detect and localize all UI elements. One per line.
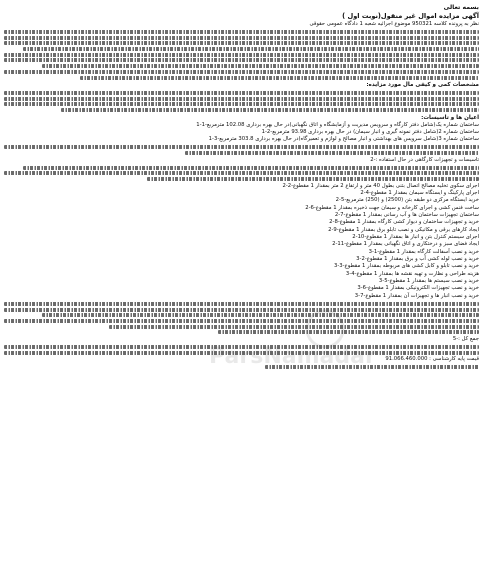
- redacted-text-line: [4, 171, 479, 175]
- list-item: اجرای سیستم کنترل بتن و انبار ها بمقدار 1 مقطوع-10-2: [352, 234, 479, 241]
- redacted-text-line: [4, 97, 479, 101]
- list-item: جمع کل :-5: [452, 335, 479, 342]
- redacted-text-line: [4, 30, 479, 34]
- list-item: اجرای پارکینگ و ایستگاه سیمان بمقدار 1 مقطوع-4-2: [360, 190, 479, 196]
- installations-paragraph: [4, 166, 479, 181]
- list-item: خرید و تجهیزات ساختمان و دیوار کشی کارگاه بمقدار 1 مقطوع-8-2: [329, 219, 479, 226]
- list-item: ساخت فنس کشی و اجرای کارخانه و سیمان جهت ذخیره بمقدار 1 مقطوع-6-2: [305, 204, 479, 211]
- redacted-text-line: [147, 177, 480, 181]
- wall-paragraph: [4, 145, 479, 155]
- redacted-text-line: [109, 325, 480, 329]
- list-item: ایجاد فضای سبز و درختکاری و اتاق نگهبانی بمقدار 1 مقطوع-11-2: [332, 241, 479, 248]
- redacted-text-line: [4, 53, 479, 57]
- redacted-text-line: [4, 351, 479, 355]
- redacted-text-line: [4, 41, 479, 45]
- list-item: ایجاد کارهای برقی و مکانیکی و نصب تابلو برق بمقدار 1 مقطوع-9-2: [328, 226, 479, 233]
- list-item: ساختمان شماره یک(شامل دفتر کارگاه و سرویس مدیریت و آزمایشگاه و اتاق نگهبانی)در حال بهره برداری 102.08 مترمربع-1-1: [196, 121, 479, 128]
- redacted-text-line: [4, 308, 479, 312]
- item-list: [4, 157, 479, 164]
- list-item: خرید و نصب انبار ها و تجهیزات آن بمقدار 1 مقطوع-7-3: [354, 292, 479, 299]
- item-list: [4, 336, 479, 343]
- intro-paragraph: [4, 21, 479, 80]
- redacted-text-line: [185, 151, 480, 155]
- list-item: خرید و نصب لوله کشی آب و برق بمقدار 1 مقطوع-2-3: [356, 256, 479, 263]
- list-item: خرید و نصب آسفالت کارگاه بمقدار 1 مقطوع-1-3: [368, 248, 479, 255]
- redacted-text-line: [218, 330, 479, 334]
- base-price-value: 91.066.460.000: [385, 356, 428, 363]
- list-item: ساختمان شماره 2(شامل دفتر نمونه گیری و انبار سیمان) در حال بهره برداری 93.98 مترمربع-2-1: [261, 128, 479, 135]
- list-item: خرید و نصب تابلو و کابل کشی های مربوطه بمقدار 1 مقطوع-3-3: [333, 263, 479, 270]
- list-item: اجرای سکوی تخلیه مصالح اتصال بتنی بطول 40 متر و ارتفاع 2 متر بمقدار 1 مقطوع-2-2: [282, 182, 479, 189]
- redacted-text-line: [42, 313, 479, 317]
- equipment-heading: مشخصات کمی و کیفی مال مورد مزایده:: [366, 82, 479, 89]
- redacted-text-line: [80, 76, 479, 80]
- redacted-text-line: [4, 319, 479, 323]
- list-item: ساختمان تجهیزات ساختمان ها و آب رسانی بمقدار 1 مقطوع-7-2: [334, 212, 479, 219]
- equipment-paragraph: [4, 91, 479, 112]
- notice-title: آگهی مزایده اموال غیر منقول(نوبت اول ): [342, 12, 479, 20]
- list-item: هزینه طراحی و نظارت و تهیه نقشه ها بمقدار 1 مقطوع-4-3: [345, 270, 479, 277]
- item-list: [4, 183, 479, 301]
- list-item: خرید و نصب تجهیزات الکترونیکی بمقدار 1 مقطوع-6-3: [357, 285, 479, 292]
- base-price-label: قیمت پایه کارشناسی :: [429, 356, 479, 363]
- redacted-text-line: [265, 365, 479, 369]
- base-price-line: [4, 356, 479, 363]
- redacted-text-line: [4, 58, 479, 62]
- intro-excerpt: نظر به پرونده کلاسه 950321 موضوع اجرائیه شعبه 1 دادگاه عمومی حقوقی: [309, 21, 479, 27]
- list-item: ساختمان شماره 3(شامل سرویس های بهداشتی و انبار مصالح و لوازم و تعمیرگاه)در حال بهره برداری 303.8 مترمربع-3-1: [208, 136, 479, 143]
- list-heading: اعیان ها و تاسیسات:: [421, 114, 479, 121]
- redacted-text-line: [4, 102, 479, 106]
- price-paragraph: [4, 345, 479, 369]
- redacted-text-line: [23, 166, 479, 170]
- list-item: خرید و نصب سیستم ها بمقدار 1 مقطوع-5-3: [378, 278, 479, 285]
- redacted-text-line: [4, 91, 479, 95]
- item-list: [4, 122, 479, 144]
- redacted-text-line: [4, 345, 479, 349]
- redacted-text-line: [4, 70, 479, 74]
- detail-paragraph: [4, 302, 479, 334]
- redacted-text-line: [61, 108, 479, 112]
- list-item: تاسیسات و تجهیزات کارگاهی در حال استفاده :-2: [370, 156, 479, 163]
- redacted-text-line: [23, 47, 479, 51]
- watermark-text: ParsNamadar: [209, 344, 376, 369]
- redacted-text-line: [42, 64, 479, 68]
- issue-line: بسمه تعالی: [443, 4, 479, 11]
- redacted-text-line: [4, 302, 479, 306]
- redacted-text-line: [4, 145, 479, 149]
- redacted-text-line: [4, 36, 479, 40]
- list-item: خرید ایستگاه مرکزی دو طبقه بتن (2500) و (250) مترمربع-5-2: [335, 197, 479, 204]
